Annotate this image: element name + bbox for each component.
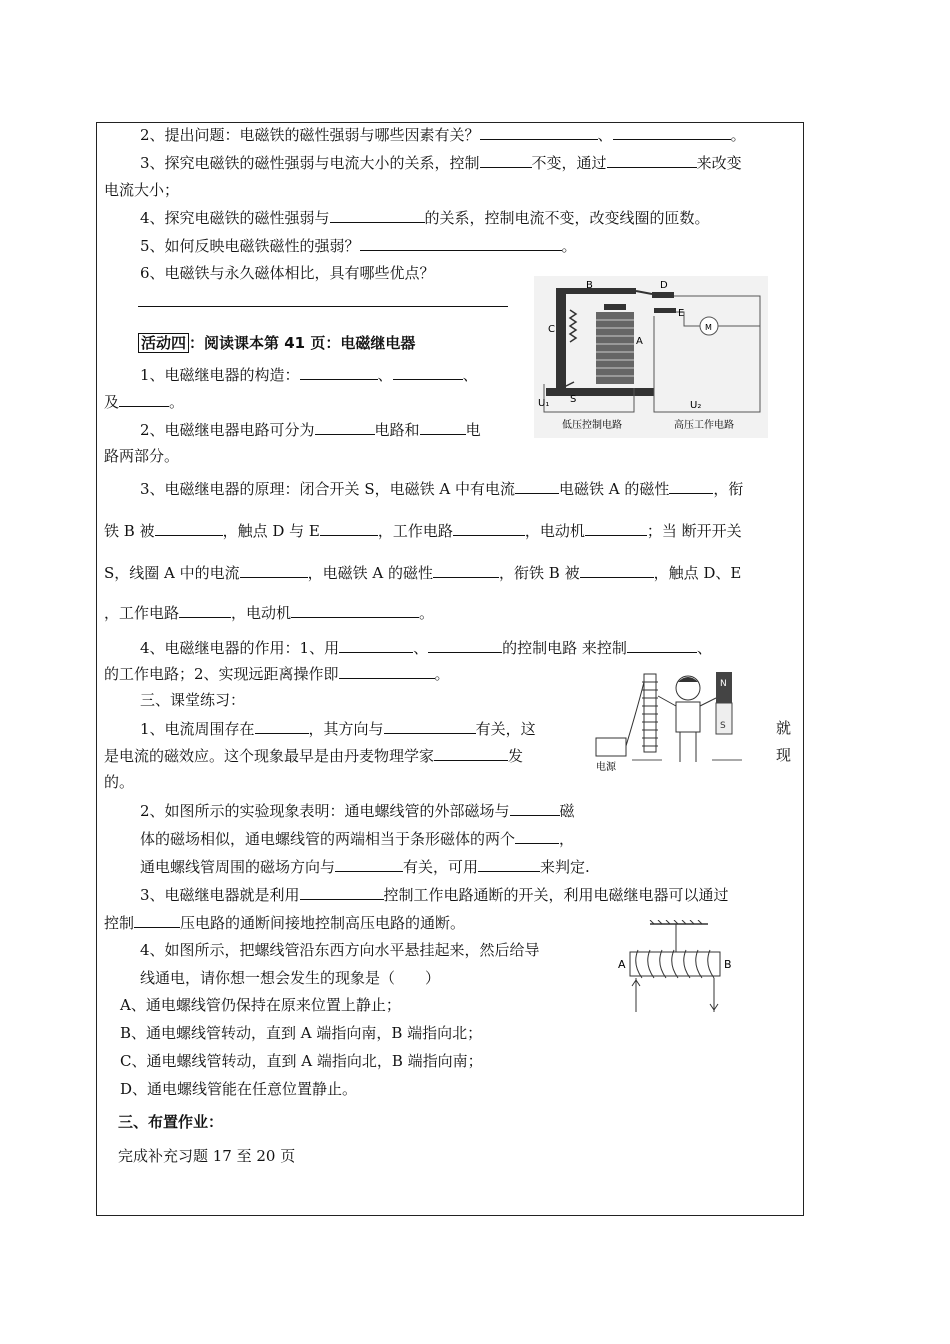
magnet-s-label: S xyxy=(720,721,726,731)
a4-q3-text-i: S，线圈 A 中的电流 xyxy=(104,564,240,582)
option-d: D、通电螺线管能在任意位置静止。 xyxy=(120,1080,358,1098)
a4-q2-text-a: 2、电磁继电器电路可分为 xyxy=(140,421,315,439)
boy xyxy=(658,676,716,762)
q5-line: 5、如何反映电磁铁磁性的强弱？ 。 xyxy=(140,237,577,255)
power-source-label: 电源 xyxy=(596,762,616,772)
p-q3-text-b: 控制工作电路通断的开关，利用电磁继电器可以通过 xyxy=(383,886,729,904)
a4-q2-text-b: 电路和 xyxy=(374,421,420,439)
q5-text: 5、如何反映电磁铁磁性的强弱？ xyxy=(140,237,360,255)
label-high-circuit: 高压工作电路 xyxy=(674,420,734,431)
p-q2-text-a: 2、如图所示的实验现象表明：通电螺线管的外部磁场与 xyxy=(140,802,510,820)
q4-line xyxy=(140,207,710,228)
blank xyxy=(480,152,532,168)
q2-line: 2、提出问题：电磁铁的磁性强弱与哪些因素有关？ 、 。 xyxy=(140,126,746,144)
a4-q3-line2 xyxy=(104,520,742,541)
blank xyxy=(607,152,697,168)
p-q4-text-b: 线通电，请你想一想会发生的现象是（ ） xyxy=(140,969,441,987)
a4-q3-text-c: ，衔 xyxy=(713,480,744,498)
q4-text-a: 4、探究电磁铁的磁性强弱与 xyxy=(140,209,330,227)
blank xyxy=(335,856,403,872)
blank xyxy=(179,602,231,618)
blank xyxy=(585,520,647,536)
p-q1-text-d: 就 xyxy=(776,719,792,737)
a4-q3-text-g: ，电动机 xyxy=(524,522,585,540)
p-q3-text-c: 控制 xyxy=(104,914,135,932)
p-q2-text-f: 来判定. xyxy=(540,858,590,876)
homework-text: 完成补充习题 17 至 20 页 xyxy=(118,1147,296,1165)
blank xyxy=(384,718,476,734)
a4-q3-text-d: 铁 B 被 xyxy=(104,522,155,540)
a4-q2-text-c: 电 xyxy=(465,421,481,439)
a4-q4-line2: 的工作电路；2、实现远距离操作即 。 xyxy=(104,665,450,683)
p-q2-text-e: 有关，可用 xyxy=(403,858,479,876)
a4-q3-text-n: ，电动机 xyxy=(231,604,292,622)
end-b-label: B xyxy=(724,958,732,971)
p-q1-text-h: 的。 xyxy=(104,773,135,791)
p-q2-line1 xyxy=(140,800,575,821)
a4-q3-text-b: 电磁铁 A 的磁性 xyxy=(558,480,670,498)
blank xyxy=(428,637,502,653)
blank xyxy=(478,856,540,872)
blank xyxy=(240,562,308,578)
a4-q1-line: 1、电磁继电器的构造： 、 、 xyxy=(140,366,478,384)
bar-magnet xyxy=(716,672,732,734)
p-q2-text-d: 通电螺线管周围的磁场方向与 xyxy=(140,858,336,876)
label-low-circuit: 低压控制电路 xyxy=(562,420,622,431)
blank xyxy=(134,912,180,928)
p-q1-text-e: 是电流的磁效应。这个现象最早是由丹麦物理学家 xyxy=(104,747,435,765)
activity4-tag: 活动四 xyxy=(138,333,189,353)
p-q1-text-c: 有关，这 xyxy=(475,720,536,738)
blank xyxy=(515,828,559,844)
option-c: C、通电螺线管转动，直到 A 端指向北，B 端指向南； xyxy=(120,1052,483,1070)
blank xyxy=(155,520,223,536)
blank xyxy=(580,562,654,578)
blank xyxy=(339,637,413,653)
a4-q3-text-m: ，工作电路 xyxy=(104,604,180,622)
a4-q3-text-e: ，触点 D 与 E xyxy=(222,522,320,540)
relay-diagram xyxy=(534,276,768,438)
p-q1-text-b: ，其方向与 xyxy=(308,720,384,738)
a4-q4-text-a: 4、电磁继电器的作用：1、用 xyxy=(140,639,340,657)
blank xyxy=(291,602,419,618)
q2-text: 2、提出问题：电磁铁的磁性强弱与哪些因素有关？ xyxy=(140,126,480,144)
coil-a xyxy=(596,312,634,384)
a4-q4-text-b: 的控制电路 来控制 xyxy=(502,639,627,657)
blank xyxy=(360,235,562,251)
blank xyxy=(300,884,384,900)
blank xyxy=(515,478,559,494)
a4-q2-text-d: 路两部分。 xyxy=(104,447,180,465)
label-b: B xyxy=(586,280,593,291)
a4-q3-text-k: ，衔铁 B 被 xyxy=(499,564,580,582)
end-a-label: A xyxy=(618,958,626,971)
blank xyxy=(480,124,598,140)
battery xyxy=(596,682,644,756)
blank xyxy=(300,364,378,380)
a4-q2-line xyxy=(140,419,481,440)
blank xyxy=(510,800,560,816)
a4-q3-line3 xyxy=(104,562,741,583)
label-u2: U₂ xyxy=(690,400,702,411)
armature-b xyxy=(556,288,636,294)
label-a: A xyxy=(636,336,643,347)
blank xyxy=(255,718,309,734)
a4-q3-text-j: ，电磁铁 A 的磁性 xyxy=(307,564,434,582)
p-q1-line1 xyxy=(140,718,536,739)
p-q1-text-f: 发 xyxy=(508,747,524,765)
p-q3-text-d: 压电路的通断间接地控制高压电路的通断。 xyxy=(180,914,466,932)
a4-q4-text-c: 的工作电路；2、实现远距离操作即 xyxy=(104,665,339,683)
a4-q3-line4: ，工作电路 ，电动机 。 xyxy=(104,604,435,622)
activity4-heading xyxy=(138,333,415,353)
q3-text-b: 不变，通过 xyxy=(531,154,607,172)
p-q1-text-g: 现 xyxy=(776,746,792,764)
a4-q3-text-h: ；当 断开开关 xyxy=(646,522,742,540)
blank xyxy=(434,745,508,761)
relay-base xyxy=(546,388,654,396)
a4-q1-text-b: 及 xyxy=(104,393,120,411)
a4-q3-text-l: ，触点 D、E xyxy=(653,564,742,582)
blank xyxy=(453,520,525,536)
p-q2-line2: 体的磁场相似，通电螺线管的两端相当于条形磁体的两个 ， xyxy=(140,830,575,848)
p-q1-line2 xyxy=(104,745,523,766)
label-e: E xyxy=(678,308,685,319)
p-q3-line2 xyxy=(104,912,465,933)
q6-answer-line xyxy=(138,290,508,307)
q3-text-c: 来改变 xyxy=(696,154,742,172)
activity4-title: ：阅读课本第 41 页：电磁继电器 xyxy=(189,334,416,352)
relay-post xyxy=(556,290,566,388)
blank xyxy=(669,478,713,494)
label-c: C xyxy=(548,324,555,335)
hanging-solenoid-figure xyxy=(618,920,738,1016)
solenoid-windings xyxy=(636,950,714,978)
p-q3-text-a: 3、电磁继电器就是利用 xyxy=(140,886,300,904)
boy-solenoid-figure xyxy=(592,668,772,772)
label-u1: U₁ xyxy=(538,398,550,409)
q4-text-b: 的关系，控制电流不变，改变线圈的匝数。 xyxy=(424,209,710,227)
solenoid-coil xyxy=(642,674,658,752)
blank xyxy=(393,364,463,380)
a4-q3-text-f: ，工作电路 xyxy=(377,522,453,540)
option-a: A、通电螺线管仍保持在原来位置上静止； xyxy=(120,996,401,1014)
q3-text-d: 电流大小； xyxy=(104,181,180,199)
label-s: S xyxy=(570,394,577,405)
p-q4-text-a: 4、如图所示，把螺线管沿东西方向水平悬挂起来，然后给导 xyxy=(140,941,540,959)
option-b: B、通电螺线管转动，直到 A 端指向南，B 端指向北； xyxy=(120,1024,483,1042)
blank xyxy=(320,520,378,536)
a4-q3-text-a: 3、电磁继电器的原理：闭合开关 S，电磁铁 A 中有电流 xyxy=(140,480,515,498)
p-q2-text-b: 磁 xyxy=(559,802,575,820)
blank xyxy=(627,637,697,653)
homework-heading: 三、布置作业： xyxy=(118,1113,224,1131)
blank xyxy=(315,419,375,435)
p-q2-line3 xyxy=(140,856,590,877)
a4-q1-text: 1、电磁继电器的构造： xyxy=(140,366,300,384)
q3-line xyxy=(140,152,742,173)
a4-q3-line1 xyxy=(140,478,743,499)
magnet-n-label: N xyxy=(720,679,727,689)
label-m: M xyxy=(705,323,712,332)
blank xyxy=(339,663,435,679)
p-q2-text-c: 体的磁场相似，通电螺线管的两端相当于条形磁体的两个 xyxy=(140,830,516,848)
a4-q1-line2: 及 。 xyxy=(104,393,185,411)
blank xyxy=(613,124,731,140)
label-d: D xyxy=(660,280,668,291)
blank xyxy=(330,207,425,223)
practice-heading: 三、课堂练习： xyxy=(140,691,246,709)
blank xyxy=(119,391,169,407)
blank xyxy=(420,419,466,435)
a4-q4-line1: 4、电磁继电器的作用：1、用 、 的控制电路 来控制 、 xyxy=(140,639,712,657)
q3-text-a: 3、探究电磁铁的磁性强弱与电流大小的关系，控制 xyxy=(140,154,480,172)
p-q3-line1 xyxy=(140,884,729,905)
q6-text: 6、电磁铁与永久磁体相比，具有哪些优点？ xyxy=(140,264,435,282)
blank xyxy=(433,562,499,578)
p-q1-text-a: 1、电流周围存在 xyxy=(140,720,255,738)
